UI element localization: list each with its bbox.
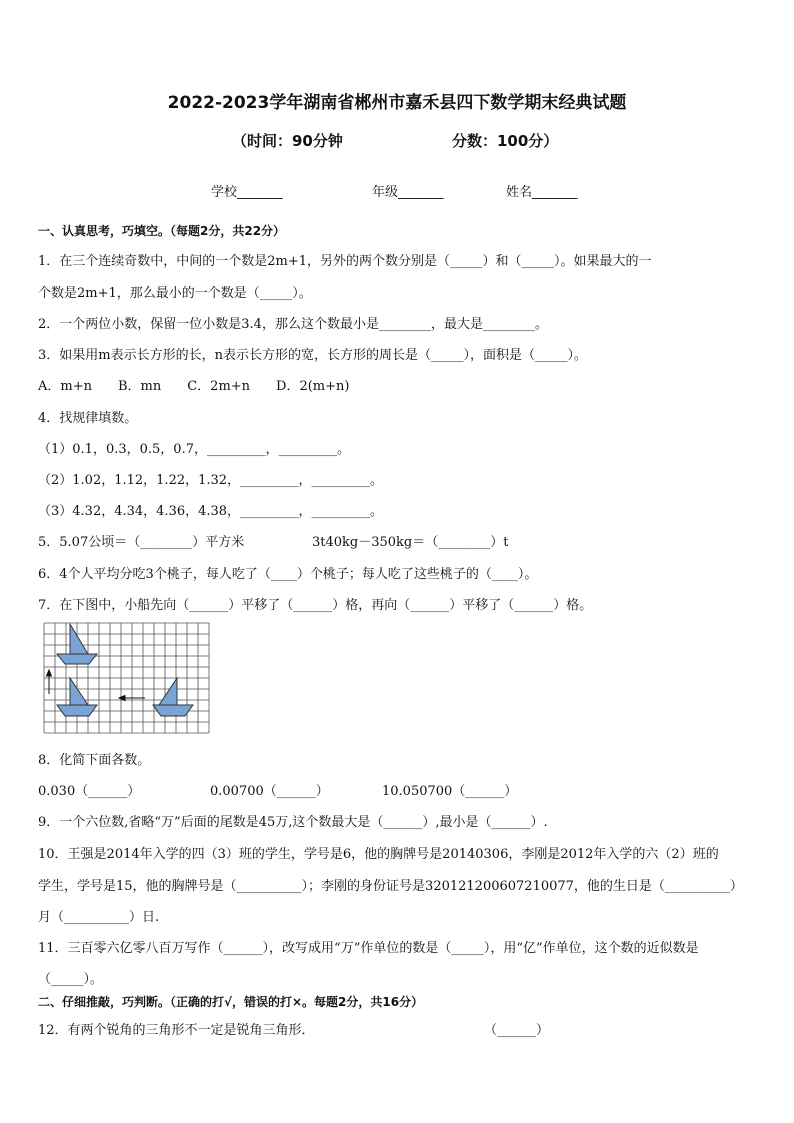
question-10-line-3: 月（__________）日. [38, 910, 160, 925]
up-arrow-icon [47, 670, 52, 694]
question-2: 2．一个两位小数，保留一位小数是3.4，那么这个数最小是________，最大是________。 [38, 317, 548, 332]
question-6: 6．4个人平均分吃3个桃子，每人吃了（____）个桃子；每人吃了这些桃子的（____）。 [38, 567, 538, 582]
question-3-options: A．m+n B．mn C．2m+n D．2(m+n) [38, 379, 350, 394]
question-12-answer-blank: （______） [484, 1023, 550, 1038]
question-1-line-1: 1．在三个连续奇数中，中间的一个数是2m+1，另外的两个数分别是（_____）和（_____）。如果最大的一 [38, 254, 652, 269]
question-4: 4．找规律填数。 [38, 411, 138, 426]
exam-score: 分数：100分） [452, 132, 559, 150]
question-8-b: 0.00700（______） [210, 784, 329, 799]
question-7: 7．在下图中，小船先向（______）平移了（______）格，再向（______）平移了（______）格。 [38, 598, 593, 613]
question-4-part-1: （1）0.1，0.3，0.5，0.7，_________，_________。 [38, 442, 350, 457]
grid-svg [43, 622, 211, 734]
question-11-line-1: 11．三百零六亿零八百万写作（______），改写成用“万”作单位的数是（_____），用“亿”作单位，这个数的近似数是 [38, 941, 699, 956]
question-3: 3．如果用m表示长方形的长，n表示长方形的宽，长方形的周长是（_____），面积是（_____）。 [38, 348, 587, 363]
question-1-line-2: 个数是2m+1，那么最小的一个数是（_____）。 [38, 286, 312, 301]
question-5-part-1: 5．5.07公顷＝（________）平方米 [38, 535, 245, 550]
section-1-heading: 一、认真思考，巧填空。（每题2分，共22分） [38, 224, 286, 238]
boat-grid-figure [43, 622, 211, 738]
grade-field: 年级_______ [372, 185, 444, 200]
school-field: 学校_______ [211, 185, 283, 200]
question-11-line-2: （_____）。 [38, 972, 104, 987]
question-9: 9．一个六位数,省略“万”后面的尾数是45万,这个数最大是（______）,最小是（______）. [38, 815, 548, 830]
question-4-part-2: （2）1.02，1.12，1.22，1.32，_________，_________。 [38, 473, 384, 488]
question-8-a: 0.030（______） [38, 784, 141, 799]
page-title: 2022-2023学年湖南省郴州市嘉禾县四下数学期末经典试题 [167, 93, 627, 113]
name-field: 姓名_______ [506, 185, 578, 200]
exam-time: （时间：90分钟 [232, 132, 343, 150]
question-12: 12．有两个锐角的三角形不一定是锐角三角形． [38, 1023, 315, 1038]
question-4-part-3: （3）4.32，4.34，4.36，4.38，_________，_________。 [38, 504, 384, 519]
question-5-part-2: 3t40kg－350kg＝（________）t [312, 535, 509, 550]
question-8: 8．化简下面各数。 [38, 753, 151, 768]
question-8-c: 10.050700（______） [382, 784, 518, 799]
question-10-line-2: 学生，学号是15，他的胸牌号是（__________）；李刚的身份证号是320121200607210077，他的生日是（__________） [38, 879, 743, 894]
section-2-heading: 二、仔细推敲，巧判断。（正确的打√，错误的打×。每题2分，共16分） [38, 995, 424, 1009]
question-10-line-1: 10．王强是2014年入学的四（3）班的学生，学号是6，他的胸牌号是20140306，李刚是2012年入学的六（2）班的 [38, 847, 719, 862]
